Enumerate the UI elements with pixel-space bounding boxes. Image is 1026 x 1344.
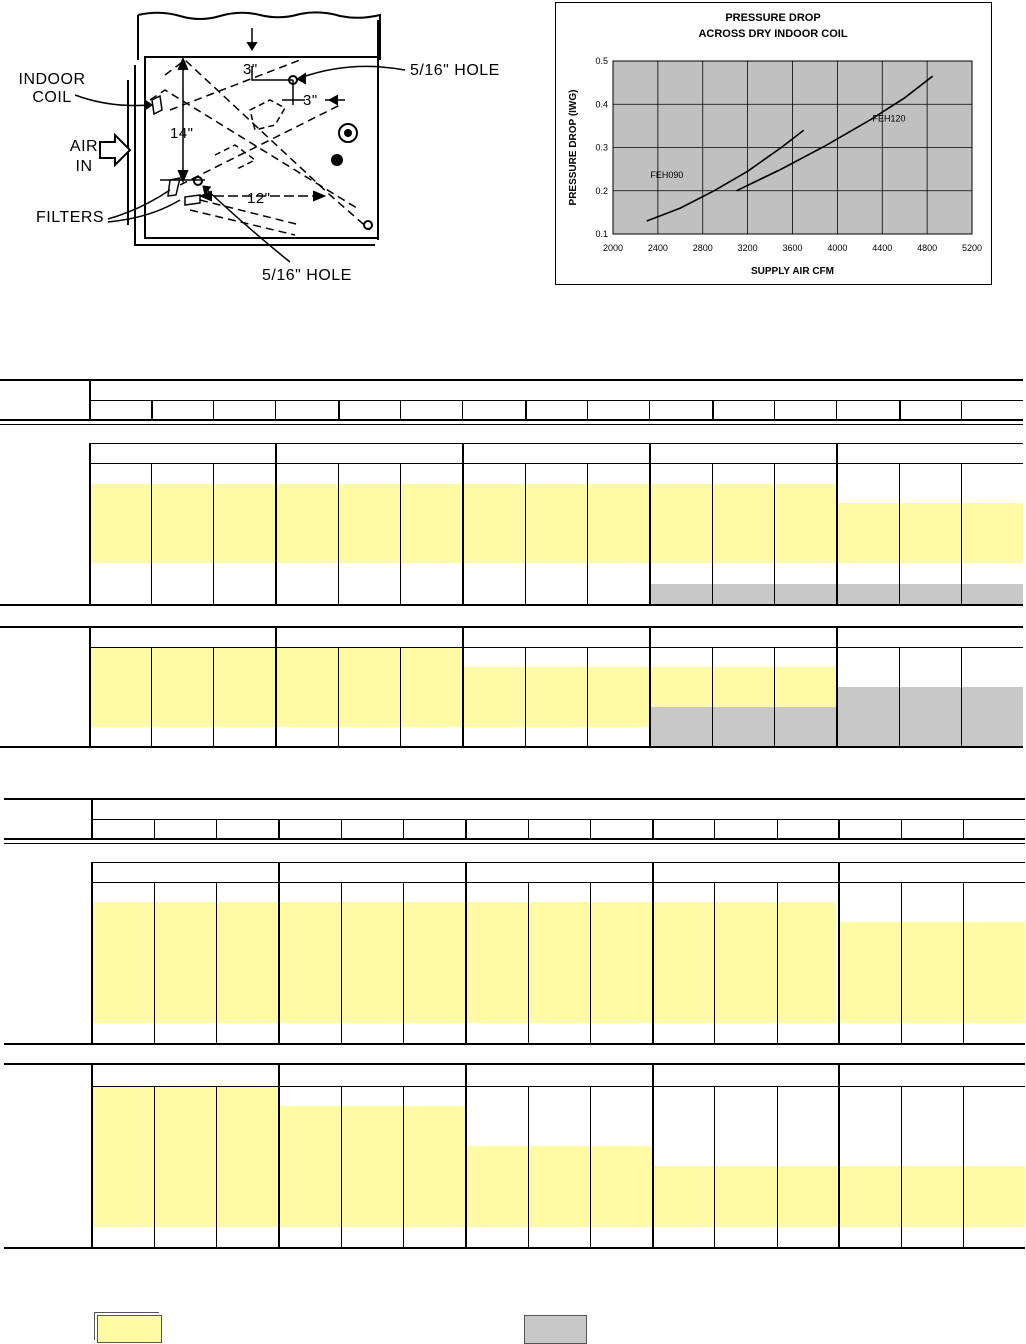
table-column-rule bbox=[525, 463, 526, 604]
table-column-rule bbox=[714, 819, 715, 839]
chart-title-line: ACROSS DRY INDOOR COIL bbox=[698, 28, 848, 40]
table-column-rule bbox=[154, 819, 155, 839]
table-column-rule bbox=[652, 1063, 654, 1247]
table-column-rule bbox=[91, 798, 93, 839]
dimension-3-top: 3" bbox=[243, 61, 258, 78]
series-label-feh120: FEH120 bbox=[872, 113, 906, 124]
highlight-yellow bbox=[649, 667, 836, 707]
table-column-rule bbox=[590, 1086, 591, 1247]
dimension-12: 12" bbox=[247, 190, 271, 207]
table-column-rule bbox=[901, 819, 902, 839]
table-column-rule bbox=[714, 882, 715, 1043]
y-axis-label: PRESSURE DROP (IWG) bbox=[568, 89, 579, 206]
highlight-yellow bbox=[278, 1106, 465, 1227]
table-column-rule bbox=[901, 1086, 902, 1247]
table-column-rule bbox=[465, 1063, 467, 1247]
table-column-rule bbox=[275, 443, 277, 604]
table-column-rule bbox=[216, 819, 217, 839]
x-tick-label: 5200 bbox=[961, 243, 983, 253]
table-column-rule bbox=[91, 862, 93, 1043]
table-column-rule bbox=[465, 819, 467, 839]
table-column-rule bbox=[154, 1086, 155, 1247]
table-rule bbox=[4, 1247, 1025, 1249]
y-tick-label: 0.2 bbox=[595, 185, 608, 196]
table-column-rule bbox=[590, 882, 591, 1043]
table-column-rule bbox=[216, 882, 217, 1043]
table-rule bbox=[0, 604, 1023, 606]
dimension-14: 14" bbox=[170, 125, 194, 142]
table-column-rule bbox=[963, 882, 964, 1043]
table-column-rule bbox=[963, 1086, 964, 1247]
table-column-rule bbox=[278, 862, 280, 1043]
table-column-rule bbox=[341, 882, 342, 1043]
x-tick-label: 2000 bbox=[602, 243, 624, 253]
table-column-rule bbox=[462, 626, 464, 747]
table-column-rule bbox=[590, 819, 591, 839]
table-column-rule bbox=[838, 862, 840, 1043]
highlight-gray bbox=[649, 707, 836, 747]
y-tick-label: 0.1 bbox=[595, 229, 608, 239]
table-rule bbox=[0, 746, 1023, 748]
table-column-rule bbox=[216, 1086, 217, 1247]
table-column-rule bbox=[525, 647, 526, 747]
table-rule bbox=[92, 819, 1025, 820]
pressure-drop-chart-svg bbox=[556, 3, 991, 284]
table-rule bbox=[0, 424, 1023, 425]
pressure-drop-chart bbox=[555, 2, 992, 285]
table-column-rule bbox=[400, 400, 401, 420]
table-column-rule bbox=[961, 400, 962, 420]
table-column-rule bbox=[278, 1063, 280, 1247]
hole-top-label: 5/16" HOLE bbox=[410, 62, 500, 79]
table-rule bbox=[90, 463, 1023, 464]
highlight-yellow bbox=[465, 1146, 652, 1227]
table-rule bbox=[4, 843, 1025, 844]
y-tick-label: 0.4 bbox=[595, 99, 608, 110]
dimension-3-right: 3" bbox=[303, 92, 318, 109]
table-column-rule bbox=[341, 1086, 342, 1247]
table-rule bbox=[4, 1043, 1025, 1045]
table-column-rule bbox=[151, 400, 153, 420]
table-column-rule bbox=[777, 819, 778, 839]
table-column-rule bbox=[338, 647, 339, 747]
table-column-rule bbox=[525, 400, 527, 420]
table-column-rule bbox=[836, 400, 837, 420]
table-column-rule bbox=[899, 463, 900, 604]
table-column-rule bbox=[777, 1086, 778, 1247]
highlight-yellow bbox=[93, 1086, 278, 1227]
table-column-rule bbox=[836, 443, 838, 604]
table-rule bbox=[0, 626, 1023, 628]
table-column-rule bbox=[213, 400, 214, 420]
table-column-rule bbox=[89, 379, 91, 420]
table-rule bbox=[92, 1086, 1025, 1087]
table-column-rule bbox=[838, 1063, 840, 1247]
table-column-rule bbox=[712, 647, 713, 747]
table-column-rule bbox=[91, 1063, 93, 1247]
table-column-rule bbox=[403, 882, 404, 1043]
table-column-rule bbox=[278, 819, 280, 839]
table-column-rule bbox=[400, 463, 401, 604]
series-label-feh090: FEH090 bbox=[650, 169, 684, 180]
table-column-rule bbox=[528, 1086, 529, 1247]
table-column-rule bbox=[403, 819, 404, 839]
table-column-rule bbox=[587, 400, 588, 420]
table-column-rule bbox=[961, 647, 962, 747]
table-rule bbox=[90, 443, 1023, 444]
table-rule bbox=[4, 798, 1025, 800]
x-tick-label: 3200 bbox=[737, 243, 758, 253]
table-column-rule bbox=[213, 463, 214, 604]
table-column-rule bbox=[275, 626, 277, 747]
chart-title-line: PRESSURE DROP bbox=[725, 12, 821, 24]
table-column-rule bbox=[154, 882, 155, 1043]
table-column-rule bbox=[89, 626, 91, 747]
legend-gray-swatch bbox=[524, 1315, 587, 1344]
table-column-rule bbox=[901, 882, 902, 1043]
filters-label: FILTERS bbox=[36, 209, 105, 226]
hole-bottom-label: 5/16" HOLE bbox=[262, 267, 352, 284]
table-column-rule bbox=[587, 647, 588, 747]
table-column-rule bbox=[836, 626, 838, 747]
table-column-rule bbox=[338, 400, 340, 420]
y-tick-label: 0.3 bbox=[595, 142, 608, 153]
x-axis-label: SUPPLY AIR CFM bbox=[751, 266, 834, 277]
table-column-rule bbox=[899, 400, 901, 420]
table-column-rule bbox=[587, 463, 588, 604]
highlight-yellow bbox=[836, 503, 1023, 563]
legend-yellow-swatch bbox=[97, 1315, 162, 1343]
table-column-rule bbox=[338, 463, 339, 604]
table-rule bbox=[90, 400, 1023, 401]
table-column-rule bbox=[151, 463, 152, 604]
table-column-rule bbox=[649, 626, 651, 747]
x-tick-label: 3600 bbox=[782, 243, 803, 253]
y-tick-label: 0.5 bbox=[595, 56, 608, 66]
table-column-rule bbox=[213, 647, 214, 747]
table-column-rule bbox=[403, 1086, 404, 1247]
table-column-rule bbox=[652, 862, 654, 1043]
highlight-gray bbox=[836, 687, 1023, 747]
table-column-rule bbox=[462, 400, 463, 420]
x-tick-label: 4800 bbox=[917, 243, 938, 253]
table-column-rule bbox=[714, 1086, 715, 1247]
table-column-rule bbox=[777, 882, 778, 1043]
table-column-rule bbox=[712, 400, 714, 420]
x-tick-label: 2400 bbox=[647, 243, 668, 253]
air-in-label: AIR IN bbox=[69, 138, 99, 175]
table-column-rule bbox=[400, 647, 401, 747]
table-column-rule bbox=[649, 443, 651, 604]
table-column-rule bbox=[151, 647, 152, 747]
table-column-rule bbox=[341, 819, 342, 839]
table-rule bbox=[0, 379, 1023, 381]
table-column-rule bbox=[652, 819, 654, 839]
table-column-rule bbox=[649, 400, 650, 420]
table-column-rule bbox=[528, 819, 529, 839]
table-column-rule bbox=[774, 400, 775, 420]
table-column-rule bbox=[774, 647, 775, 747]
indoor-coil-label: INDOOR COIL bbox=[18, 71, 86, 106]
highlight-yellow bbox=[838, 922, 1025, 1023]
table-column-rule bbox=[275, 400, 276, 420]
table-rule bbox=[0, 419, 1023, 421]
table-column-rule bbox=[963, 819, 964, 839]
x-tick-label: 4000 bbox=[827, 243, 848, 253]
table-rule bbox=[90, 647, 1023, 648]
table-column-rule bbox=[899, 647, 900, 747]
table-rule bbox=[4, 838, 1025, 840]
table-column-rule bbox=[528, 882, 529, 1043]
table-column-rule bbox=[712, 463, 713, 604]
table-rule bbox=[4, 1063, 1025, 1065]
table-column-rule bbox=[465, 862, 467, 1043]
table-column-rule bbox=[838, 819, 840, 839]
table-rule bbox=[92, 882, 1025, 883]
highlight-yellow bbox=[462, 667, 649, 727]
table-column-rule bbox=[89, 443, 91, 604]
table-column-rule bbox=[774, 463, 775, 604]
x-tick-label: 2800 bbox=[692, 243, 713, 253]
table-column-rule bbox=[961, 463, 962, 604]
table-column-rule bbox=[462, 443, 464, 604]
x-tick-label: 4400 bbox=[872, 243, 893, 253]
table-rule bbox=[92, 862, 1025, 863]
